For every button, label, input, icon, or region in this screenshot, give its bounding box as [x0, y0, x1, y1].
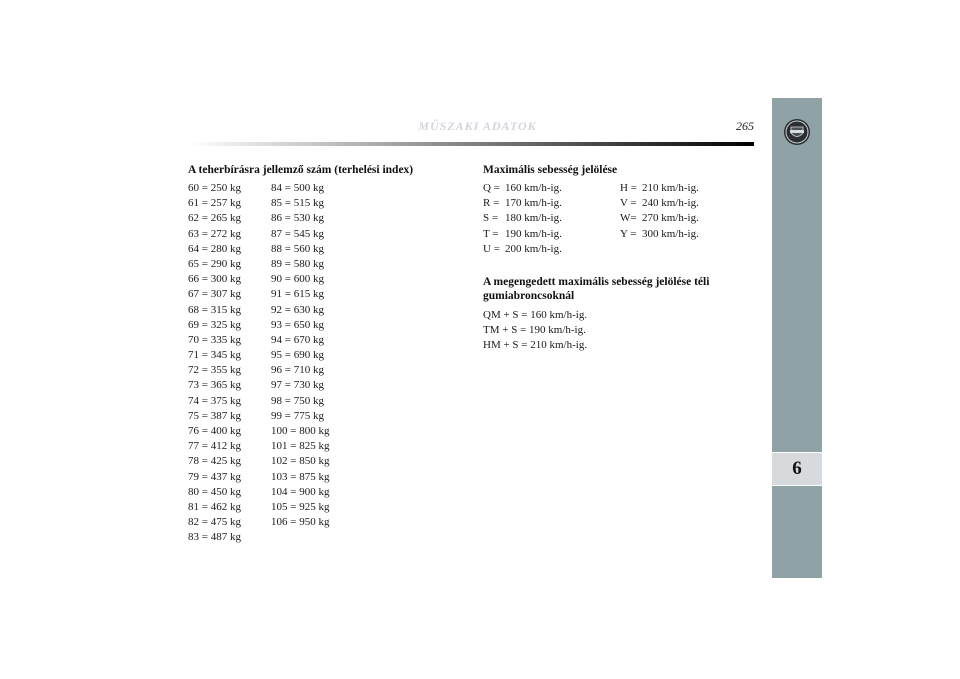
list-item: 80 = 450 kg	[188, 485, 241, 498]
list-item: 105 = 925 kg	[271, 500, 330, 513]
speed-value: 160 km/h-ig.	[505, 182, 562, 194]
speed-code: Q =	[483, 182, 500, 194]
speed-code: T =	[483, 227, 499, 240]
lancia-shield-icon	[783, 118, 811, 146]
list-item: 97 = 730 kg	[271, 379, 324, 392]
list-item: HM + S = 210 km/h-ig.	[483, 339, 588, 352]
speed-row	[620, 227, 699, 242]
speed-row	[483, 196, 562, 211]
list-item: 62 = 265 kg	[188, 212, 241, 225]
page-number: 265	[736, 119, 754, 133]
winter-speed-heading	[483, 275, 709, 303]
list-item: TM + S = 190 km/h-ig.	[483, 324, 586, 337]
list-item: 84 = 500 kg	[271, 182, 324, 194]
list-item: 99 = 775 kg	[271, 409, 324, 422]
list-item: 72 = 355 kg	[188, 364, 241, 377]
chapter-number: 6	[772, 452, 822, 486]
speed-code: H =	[620, 182, 637, 194]
list-item: 65 = 290 kg	[188, 257, 241, 270]
speed-code: V =	[620, 197, 637, 210]
speed-value: 190 km/h-ig.	[505, 227, 562, 240]
speed-row	[483, 227, 562, 242]
speed-row	[620, 181, 699, 196]
speed-code: U =	[483, 242, 500, 255]
list-item: 87 = 545 kg	[271, 227, 324, 240]
list-item: 60 = 250 kg	[188, 182, 241, 194]
speed-code: Y =	[620, 227, 637, 240]
speed-code: R =	[483, 197, 500, 210]
speed-value: 240 km/h-ig.	[642, 197, 699, 210]
list-item: 69 = 325 kg	[188, 318, 241, 331]
list-item: 88 = 560 kg	[271, 242, 324, 255]
list-item: 91 = 615 kg	[271, 288, 324, 301]
running-header-title: MŰSZAKI ADATOK	[418, 119, 537, 133]
list-item: 68 = 315 kg	[188, 303, 241, 316]
list-item: QM + S = 160 km/h-ig.	[483, 309, 588, 321]
speed-row	[620, 196, 699, 211]
list-item: 73 = 365 kg	[188, 379, 241, 392]
list-item: 92 = 630 kg	[271, 303, 324, 316]
list-item: 83 = 487 kg	[188, 531, 241, 544]
list-item: 63 = 272 kg	[188, 227, 241, 240]
list-item: 79 = 437 kg	[188, 470, 241, 483]
speed-value: 180 km/h-ig.	[505, 212, 562, 225]
speed-row	[620, 211, 699, 226]
winter-speed-heading-line-2: gumiabroncsoknál	[483, 290, 575, 302]
list-item: 93 = 650 kg	[271, 318, 324, 331]
list-item: 103 = 875 kg	[271, 470, 330, 483]
list-item: 70 = 335 kg	[188, 333, 241, 346]
speed-value: 300 km/h-ig.	[642, 227, 699, 240]
winter-speed-list	[483, 308, 587, 354]
list-item: 64 = 280 kg	[188, 242, 241, 255]
list-item: 95 = 690 kg	[271, 349, 324, 362]
speed-code: W=	[620, 212, 637, 225]
list-item: 106 = 950 kg	[271, 516, 330, 529]
list-item: 75 = 387 kg	[188, 409, 241, 422]
list-item: 104 = 900 kg	[271, 485, 330, 498]
speed-row	[483, 181, 562, 196]
speed-value: 200 km/h-ig.	[505, 242, 562, 255]
list-item: 98 = 750 kg	[271, 394, 324, 407]
max-speed-column-1	[483, 181, 562, 257]
chapter-side-tab	[772, 98, 822, 578]
list-item: 96 = 710 kg	[271, 364, 324, 377]
list-item: 66 = 300 kg	[188, 273, 241, 286]
load-index-column-1	[188, 181, 241, 546]
list-item: 89 = 580 kg	[271, 257, 324, 270]
speed-value: 270 km/h-ig.	[642, 212, 699, 225]
list-item: 61 = 257 kg	[188, 197, 241, 210]
list-item: 77 = 412 kg	[188, 440, 241, 453]
list-item: 102 = 850 kg	[271, 455, 330, 468]
list-item: 90 = 600 kg	[271, 273, 324, 286]
speed-row	[483, 242, 562, 257]
list-item: 101 = 825 kg	[271, 440, 330, 453]
speed-row	[483, 211, 562, 226]
winter-speed-heading-line-1: A megengedett maximális sebesség jelölése téli	[483, 276, 710, 288]
list-item: 100 = 800 kg	[271, 425, 330, 437]
list-item: 74 = 375 kg	[188, 394, 241, 407]
speed-code: S =	[483, 212, 499, 225]
list-item: 71 = 345 kg	[188, 349, 241, 362]
list-item: 86 = 530 kg	[271, 212, 324, 225]
list-item: 76 = 400 kg	[188, 425, 241, 437]
header-rule	[188, 142, 754, 146]
max-speed-column-2	[620, 181, 699, 242]
load-index-heading: A teherbírásra jellemző szám (terhelési index)	[188, 164, 414, 176]
list-item: 85 = 515 kg	[271, 197, 324, 210]
load-index-column-2	[271, 181, 329, 530]
max-speed-heading: Maximális sebesség jelölése	[483, 164, 618, 176]
list-item: 82 = 475 kg	[188, 516, 241, 529]
speed-value: 210 km/h-ig.	[642, 182, 699, 194]
list-item: 94 = 670 kg	[271, 333, 324, 346]
list-item: 78 = 425 kg	[188, 455, 241, 468]
list-item: 81 = 462 kg	[188, 500, 241, 513]
speed-value: 170 km/h-ig.	[505, 197, 562, 210]
list-item: 67 = 307 kg	[188, 288, 241, 301]
